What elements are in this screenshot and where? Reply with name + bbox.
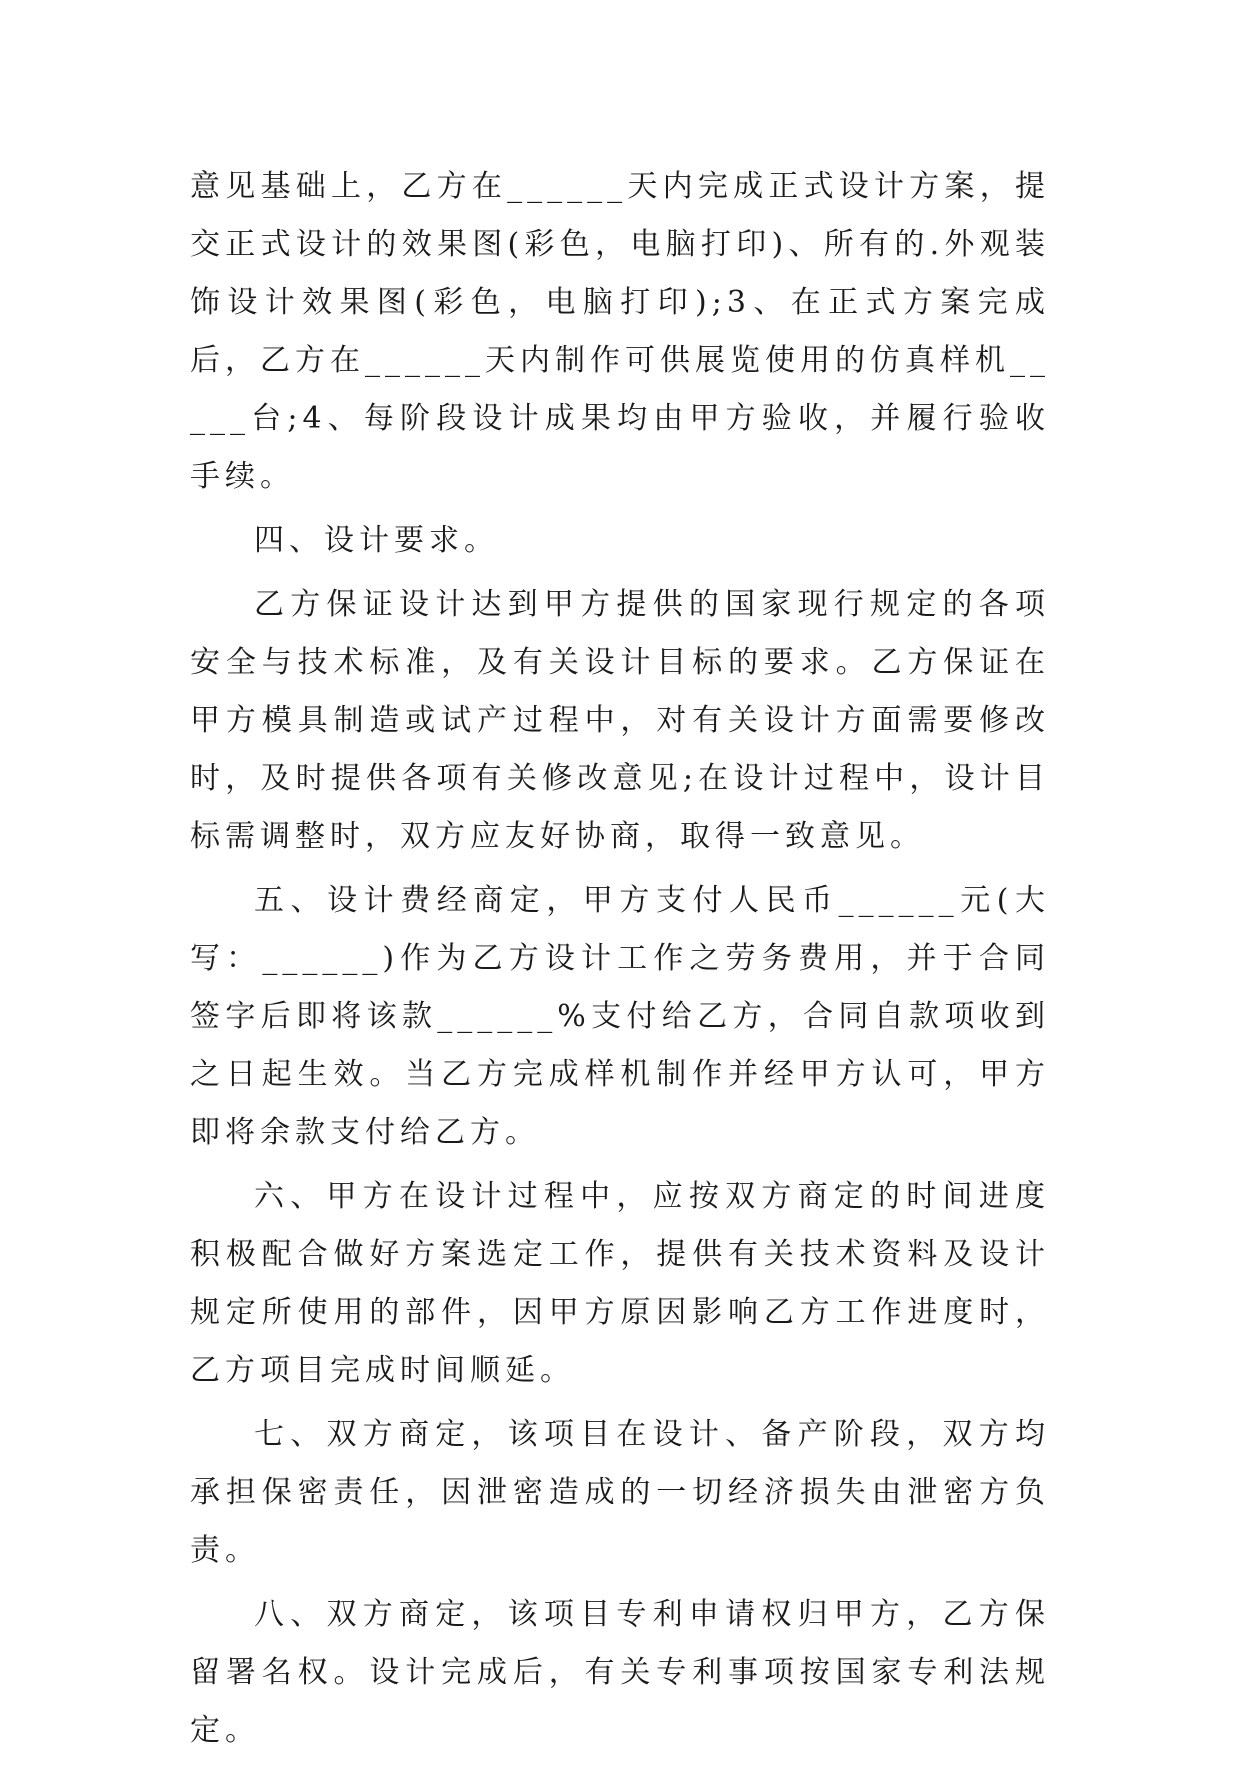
paragraph-patent-rights: 八、双方商定，该项目专利申请权归甲方，乙方保留署名权。设计完成后，有关专利事项按国家专利法规定。 [190, 1597, 1050, 1748]
paragraph-design-schedule: 意见基础上，乙方在______天内完成正式设计方案，提交正式设计的效果图(彩色，电脑打印)、所有的.外观装饰设计效果图(彩色，电脑打印);3、在正式方案完成后，乙方在______天内制作可供展览使用的仿真样机_____台;4、每阶段设计成果均由甲方验收，并履行验收手续。 [190, 169, 1050, 494]
paragraph-party-a-cooperation: 六、甲方在设计过程中，应按双方商定的时间进度积极配合做好方案选定工作，提供有关技术资料及设计规定所使用的部件，因甲方原因影响乙方工作进度时，乙方项目完成时间顺延。 [190, 1179, 1050, 1388]
paragraph-design-requirements: 乙方保证设计达到甲方提供的国家现行规定的各项安全与技术标准，及有关设计目标的要求。乙方保证在甲方模具制造或试产过程中，对有关设计方面需要修改时，及时提供各项有关修改意见;在设计过程中，设计目标需调整时，双方应友好协商，取得一致意见。 [190, 587, 1050, 854]
document-body [190, 158, 1050, 1766]
paragraph-confidentiality: 七、双方商定，该项目在设计、备产阶段，双方均承担保密责任，因泄密造成的一切经济损失由泄密方负责。 [190, 1417, 1050, 1568]
paragraph-heading-design-requirements: 四、设计要求。 [254, 523, 499, 558]
paragraph-design-fee: 五、设计费经商定，甲方支付人民币______元(大写：______)作为乙方设计工作之劳务费用，并于合同签字后即将该款______%支付给乙方，合同自款项收到之日起生效。当乙方完成样机制作并经甲方认可，甲方即将余款支付给乙方。 [190, 883, 1050, 1150]
